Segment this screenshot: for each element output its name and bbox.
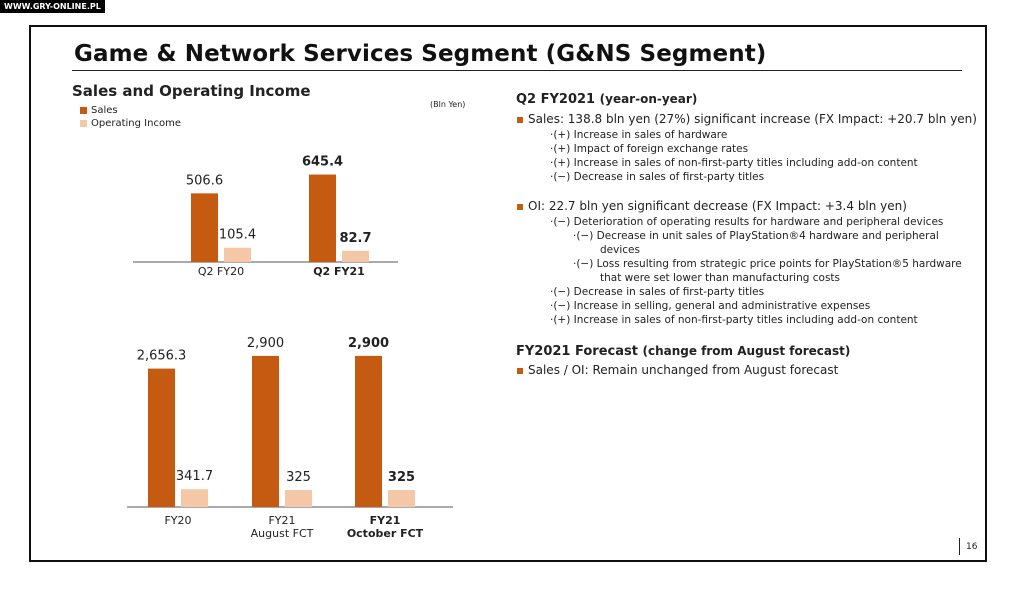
page-number: 16 xyxy=(966,542,978,552)
operating-income-data-label: 325 xyxy=(286,470,311,486)
forecast-bullet: Sales / OI: Remain unchanged from August forecast xyxy=(516,363,986,377)
sales-data-label: 2,900 xyxy=(347,335,390,351)
sales-item: ·(+) Impact of foreign exchange rates xyxy=(550,143,749,155)
category-label: FY21 xyxy=(268,514,296,527)
category-label: August FCT xyxy=(250,527,314,540)
operating-income-bar xyxy=(181,489,208,507)
q2-heading-main: Q2 FY2021 xyxy=(516,92,596,107)
unit-label: (Bln Yen) xyxy=(430,100,466,109)
slide-title: Game & Network Services Segment (G&NS Segment) xyxy=(74,41,767,67)
sales-bar xyxy=(148,369,175,507)
operating-income-data-label: 105.4 xyxy=(218,227,257,243)
sales-bullet: Sales: 138.8 bln yen (27%) significant increase (FX Impact: +20.7 bln yen) xyxy=(516,112,986,126)
sales-bar xyxy=(191,193,218,262)
oi-item: ·(−) Loss resulting from strategic price points for PlayStation®5 hardware xyxy=(573,258,962,270)
q2-heading-sub: (year-on-year) xyxy=(599,92,698,106)
category-label: Q2 FY20 xyxy=(197,265,245,278)
operating-income-data-label: 325 xyxy=(387,470,416,486)
forecast-heading-sub: (change from August forecast) xyxy=(642,344,851,358)
oi-item: ·(−) Deterioration of operating results for hardware and peripheral devices xyxy=(550,216,944,228)
operating-income-bar xyxy=(224,248,251,262)
q2-heading xyxy=(516,92,986,107)
sales-item: ·(−) Decrease in sales of first-party titles xyxy=(550,171,765,183)
forecast-heading-main: FY2021 Forecast xyxy=(516,344,638,359)
legend-label-sales: Sales xyxy=(91,105,118,116)
sales-bar xyxy=(355,356,382,507)
watermark: WWW.GRY-ONLINE.PL xyxy=(0,0,105,13)
oi-item: ·(−) Increase in selling, general and administrative expenses xyxy=(550,300,871,312)
page-number-divider xyxy=(959,538,960,555)
category-label: FY21 xyxy=(369,514,401,527)
oi-bullet: OI: 22.7 bln yen significant decrease (FX Impact: +3.4 bln yen) xyxy=(516,199,986,213)
operating-income-bar xyxy=(388,490,415,507)
oi-items xyxy=(516,215,986,327)
sales-data-label: 506.6 xyxy=(185,173,224,189)
sales-data-label: 645.4 xyxy=(301,154,344,170)
sales-bar xyxy=(309,175,336,262)
section-title: Sales and Operating Income xyxy=(72,82,311,100)
oi-item: ·(−) Decrease in unit sales of PlayStation®4 hardware and peripheral xyxy=(573,230,939,242)
sales-item: ·(+) Increase in sales of hardware xyxy=(550,129,728,141)
sales-data-label: 2,656.3 xyxy=(136,348,187,364)
commentary-panel xyxy=(516,92,986,377)
sales-bar xyxy=(252,356,279,507)
legend-label-operating-income: Operating Income xyxy=(91,118,181,129)
operating-income-bar xyxy=(342,251,369,262)
oi-item: devices xyxy=(600,244,640,256)
sales-item: ·(+) Increase in sales of non-first-party titles including add-on content xyxy=(550,157,918,169)
sales-items xyxy=(516,128,986,184)
operating-income-bar xyxy=(285,490,312,507)
forecast-heading xyxy=(516,344,986,359)
oi-item: ·(−) Decrease in sales of first-party titles xyxy=(550,286,765,298)
operating-income-data-label: 341.7 xyxy=(175,469,214,485)
oi-item: that were set lower than manufacturing costs xyxy=(600,272,841,284)
category-label: Q2 FY21 xyxy=(313,265,365,278)
category-label: October FCT xyxy=(346,527,424,540)
category-label: FY20 xyxy=(164,514,192,527)
operating-income-data-label: 82.7 xyxy=(339,230,372,246)
sales-data-label: 2,900 xyxy=(246,335,285,351)
oi-item: ·(+) Increase in sales of non-first-party titles including add-on content xyxy=(550,314,918,326)
